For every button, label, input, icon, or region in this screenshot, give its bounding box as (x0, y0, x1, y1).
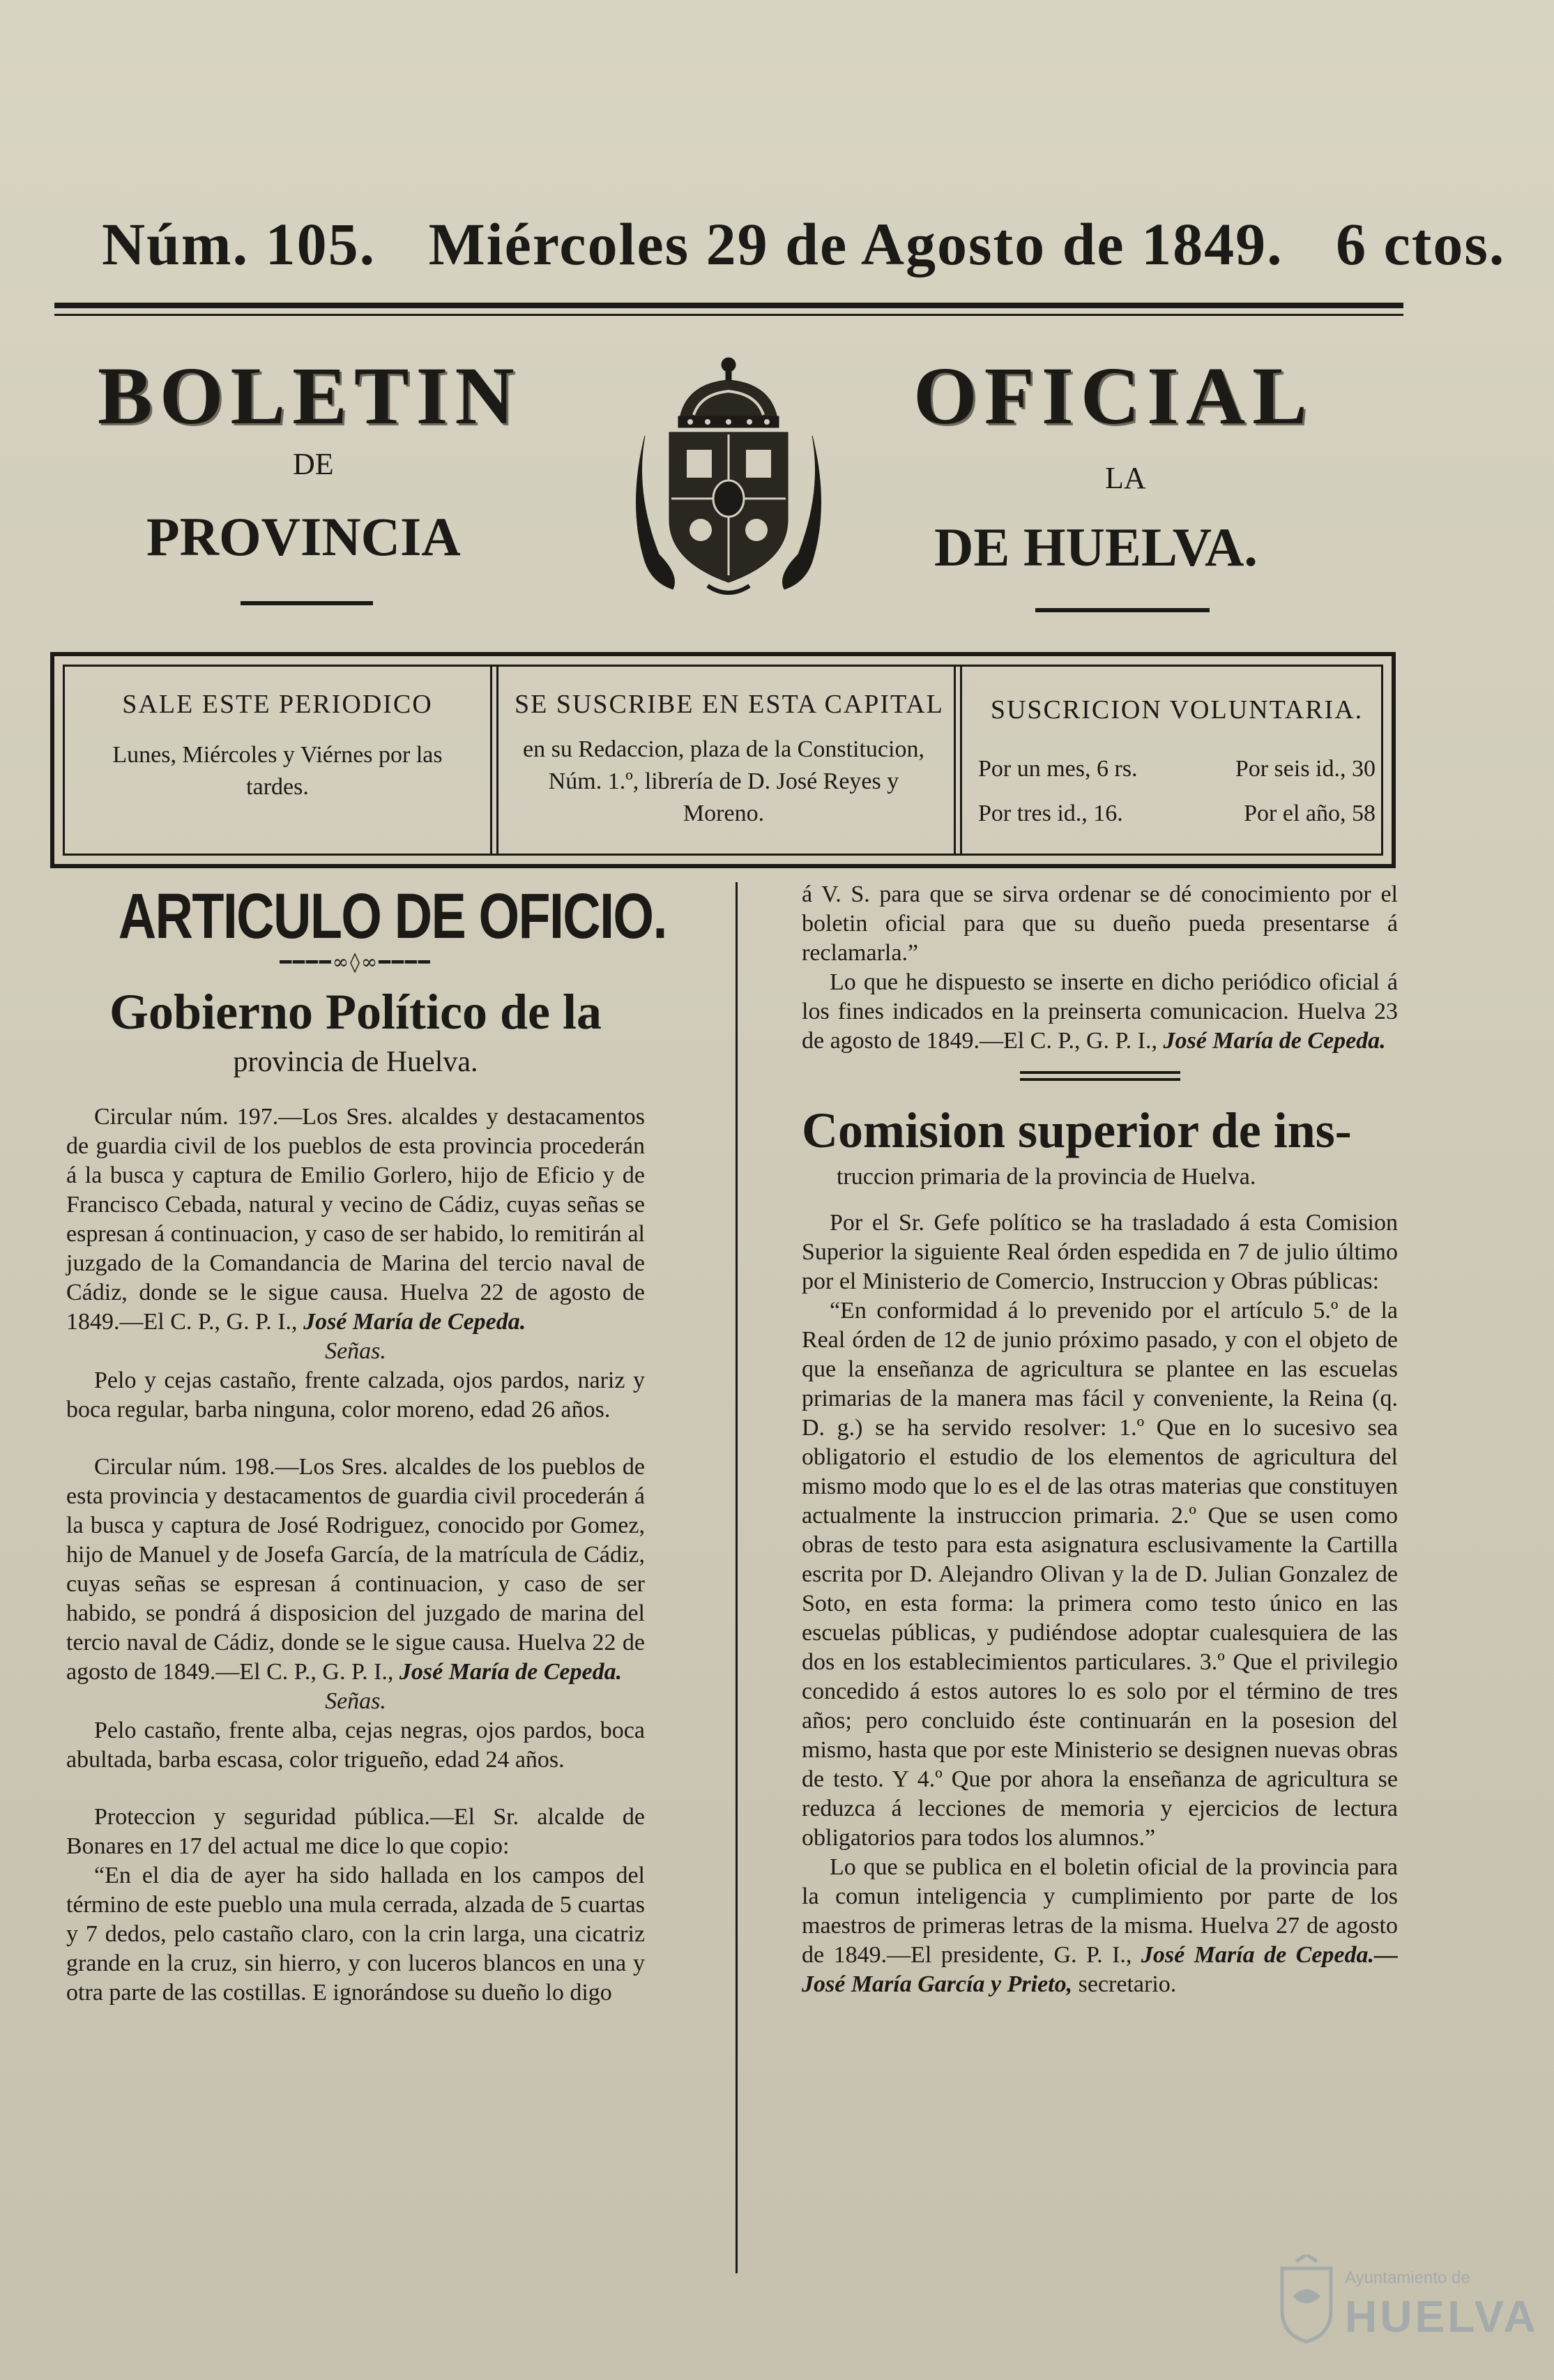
info-separator (954, 667, 962, 854)
watermark-line2: HUELVA (1345, 2291, 1539, 2342)
price-row (978, 756, 1376, 782)
issue-price: 6 ctos. (1336, 211, 1506, 278)
circular-197-text: Circular núm. 197.—Los Sres. alcaldes y destacamentos de guardia civil de los pueblos de esta provincia procederán á la busca y captura de Emilio Gorlero, hijo de Eficio y de Francisco Cebada, natural y vecino de Cádiz, cuyas señas se espresan á continuacion, y caso de ser habido, lo remitirán al juzgado de la Comandancia de Marina del tercio naval de Cádiz, donde se le sigue causa. Huelva 22 de agosto de 1849.—El C. P., G. P. I., (66, 1104, 645, 1335)
circular-198 (66, 1453, 645, 1775)
circular-197 (66, 1102, 645, 1425)
price-year: Por el año, 58 (1244, 801, 1376, 826)
senas-text: Pelo y cejas castaño, frente calzada, ojos pardos, nariz y boca regular, barba ninguna, color moreno, edad 26 años. (66, 1367, 645, 1423)
info-separator (490, 667, 498, 854)
circular-198-text: Circular núm. 198.—Los Sres. alcaldes de los pueblos de esta provincia y destacamentos de guardia civil procederán á la busca y captura de José Rodriguez, conocido por Gomez, hijo de Manuel y de Josefa García, de la matrícula de Cádiz, cuyas señas se espresan á continuacion, y caso de ser habido, se pondrá á disposicion del juzgado de marina del tercio naval de Cádiz, donde se le sigue causa. Huelva 22 de agosto de 1849.—El C. P., G. P. I., (66, 1454, 645, 1685)
price-three: Por tres id., 16. (978, 801, 1123, 826)
coat-of-arms-icon (631, 352, 826, 603)
info-box-inner (63, 665, 1383, 856)
comision-subheading: truccion primaria de la provincia de Huelva. (837, 1164, 1256, 1190)
proteccion-notice (66, 1803, 645, 2008)
info-box (50, 652, 1396, 868)
masthead-boletin: BOLETIN (98, 350, 521, 441)
comision-intro: Por el Sr. Gefe político se ha trasladado á esta Comision Superior la siguiente Real órden espedida en 7 de julio último por el Ministerio de Comercio, Instruccion y Obras públicas: (802, 1210, 1398, 1294)
government-heading: Gobierno Político de la (109, 984, 602, 1040)
continuation-text: á V. S. para que se sirva ordenar se dé conocimiento por el boletin oficial para que su dueño pueda presentarse á reclamarla.” (802, 881, 1398, 966)
issue-number: Núm. 105. (102, 211, 376, 278)
info-subscribe-text: en su Redaccion, plaza de la Constitucion, Núm. 1.º, librería de D. José Reyes y Moreno. (523, 736, 924, 826)
masthead-rule-right (1035, 608, 1210, 612)
right-column (802, 880, 1398, 1999)
continuation-order: Lo que he dispuesto se inserte en dicho periódico oficial á los fines indicados en la preinserta comunicacion. Huelva 23 de agosto de 1849.—El C. P., G. P. I., (802, 969, 1398, 1054)
comision-role: secretario. (1078, 1971, 1177, 1997)
section-rule (1020, 1078, 1180, 1081)
circular-198-signature: José María de Cepeda. (399, 1659, 623, 1685)
proteccion-intro: Proteccion y seguridad pública.—El Sr. alcalde de Bonares en 17 del actual me dice lo que copio: (66, 1804, 645, 1859)
left-column (66, 880, 666, 2008)
info-subscribe-title: SE SUSCRIBE EN ESTA CAPITAL (515, 690, 944, 719)
top-rule-thin (54, 314, 1403, 316)
column-rule (736, 882, 738, 2273)
info-col-schedule (79, 689, 476, 803)
price-row (978, 801, 1376, 827)
senas-text: Pelo castaño, frente alba, cejas negras, ojos pardos, boca abultada, barba escasa, color trigueño, edad 24 años. (66, 1718, 645, 1773)
info-schedule-title: SALE ESTE PERIODICO (122, 690, 433, 719)
government-subheading: provincia de Huelva. (233, 1046, 478, 1078)
issue-date: Miércoles 29 de Agosto de 1849. (428, 211, 1283, 278)
archive-watermark (1275, 2248, 1539, 2352)
masthead-provincia: PROVINCIA (146, 506, 461, 567)
price-month: Por un mes, 6 rs. (978, 756, 1138, 782)
article-heading: ARTICULO DE OFICIO. (118, 881, 666, 952)
top-rule-thick (54, 303, 1403, 308)
continuation (802, 880, 1398, 1056)
masthead-de-huelva: DE HUELVA. (934, 517, 1258, 577)
info-col-prices (978, 695, 1376, 827)
circular-197-signature: José María de Cepeda. (303, 1309, 526, 1335)
comision-royal-order: “En conformidad á lo prevenido por el artículo 5.º de la Real órden de 12 de junio próximo pasado, y con el objeto de que la enseñanza de agricultura se plantee en las escuelas primarias de la manera mas fácil y conveniente, la Reina (q. D. g.) se ha servido resolver: 1.º Que en lo sucesivo sea obligatorio el estudio de los elementos de agricultura del mismo modo que lo es el de las otras materias que constituyen actualmente la instruccion primaria. 2.º Que se usen como obras de testo para esta asignatura esclusivamente la Cartilla escrita por D. Alejandro Olivan y la de D. Julian Gonzalez de Soto, en esta forma: la primera como testo único en las escuelas públicas, y pudiéndose adoptar cualesquiera de las dos en los establecimientos particulares. 3.º Que el privilegio concedido á estos autores lo es solo por el término de tres años; pero concluido éste continuarán en la posesion del mismo, hasta que por este Ministerio se designen nuevas obras de testo. Y 4.º Que por ahora la enseñanza de agricultura se reduzca á lecciones de memoria y ejercicios de lectura obligatorios para todos los alumnos.” (802, 1298, 1398, 1851)
issue-line (84, 209, 1506, 279)
info-schedule-text: Lunes, Miércoles y Viérnes por las tardes. (112, 742, 443, 800)
info-col-subscribe (515, 689, 944, 830)
masthead-rule-left (241, 601, 373, 605)
senas-heading: Señas. (325, 1338, 386, 1364)
section-rule (1020, 1071, 1180, 1074)
watermark-line1: Ayuntamiento de (1345, 2268, 1470, 2287)
continuation-signature: José María de Cepeda. (1163, 1028, 1386, 1054)
info-prices-title: SUSCRICION VOLUNTARIA. (990, 695, 1364, 725)
comision-body (802, 1208, 1398, 1999)
proteccion-quote: “En el dia de ayer ha sido hallada en los campos del término de este pueblo una mula cerrada, alzada de 5 cuartas y 7 dedos, pelo castaño claro, con la crin larga, una cicatriz grande en la cruz, sin hierro, y con luceros blancos en una y otra parte de las costillas. E ignorándose su dueño lo digo (66, 1863, 645, 2006)
masthead-oficial: OFICIAL (913, 350, 1314, 441)
masthead-la: LA (1105, 461, 1146, 495)
price-six: Por seis id., 30 (1235, 756, 1376, 782)
city-shield-icon (1275, 2254, 1338, 2345)
masthead-de: DE (293, 447, 334, 481)
senas-heading: Señas. (325, 1688, 386, 1714)
comision-publication: Lo que se publica en el boletin oficial de la provincia para la comun inteligencia y cumplimiento por parte de los maestros de primeras letras de la misma. Huelva 27 de agosto de 1849.—El presidente, G. P. I., (802, 1854, 1398, 1968)
ornament-divider: ━━━━∞◊∞━━━━ (280, 950, 432, 973)
comision-heading: Comision superior de ins- (802, 1102, 1352, 1158)
comision-signature: José María de Cepeda.—José María García y Prieto, (802, 1942, 1399, 1997)
